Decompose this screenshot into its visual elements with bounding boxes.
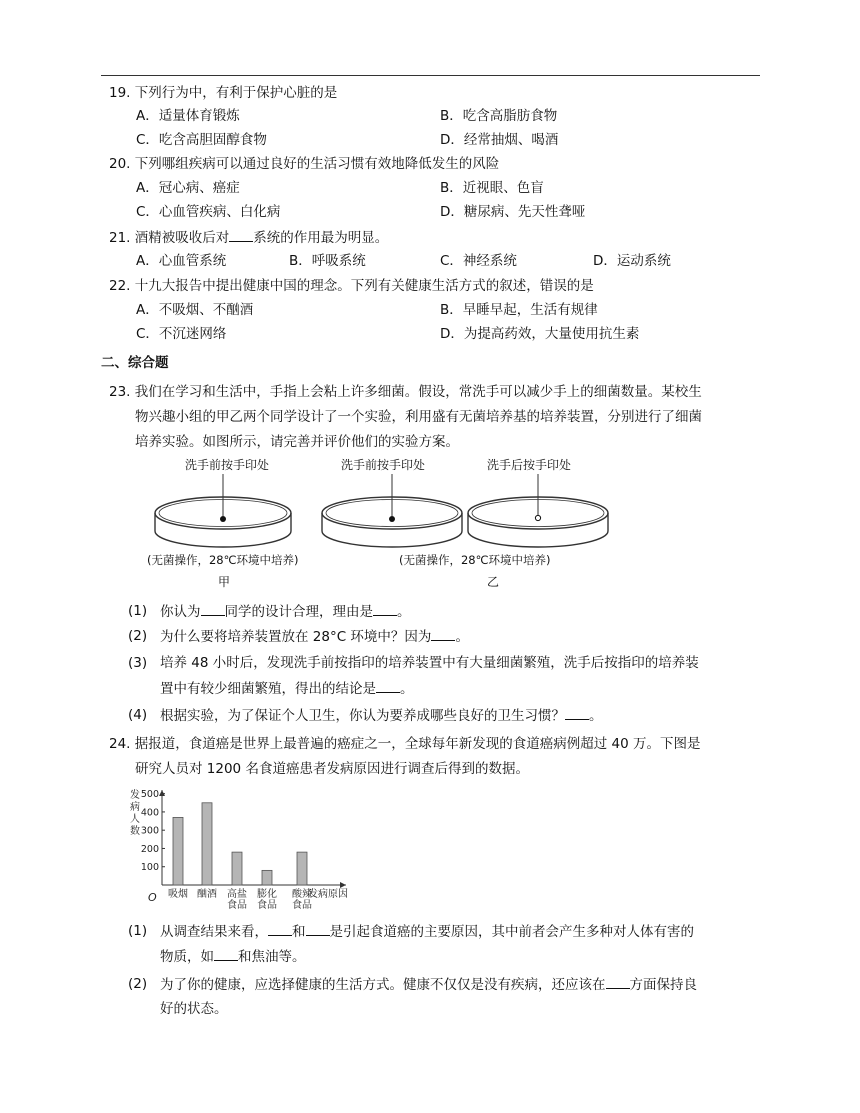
answer-blank[interactable] (606, 975, 630, 989)
answer-blank[interactable] (431, 627, 455, 641)
q24-s1-line2-pre: 物质，如 (160, 949, 214, 965)
q23-line3: 培养实验。如图所示，请完善并评价他们的实验方案。 (135, 434, 459, 450)
q24-sub1-line1 (160, 922, 694, 941)
answer-blank[interactable] (565, 706, 589, 720)
answer-blank[interactable] (268, 922, 292, 936)
q23-sub2-number: (2) (128, 628, 148, 644)
q19-option-d[interactable]: D．经常抽烟、喝酒 (440, 132, 559, 148)
bar-2 (202, 803, 212, 885)
q24-s1-mid2: 是引起食道癌的主要原因，其中前者会产生多种对人体有害的 (329, 924, 694, 940)
question-19-stem: 19. 下列行为中，有利于保护心脏的是 (109, 85, 338, 101)
y-axis-label: 人 (130, 814, 140, 825)
q24-sub2-line2: 好的状态。 (160, 1001, 228, 1017)
q23-s1-mid: 同学的设计合理，理由是 (224, 604, 373, 620)
answer-blank[interactable] (306, 922, 330, 936)
q23-s2-pre: 为什么要将培养装置放在 28°C 环境中？因为 (160, 629, 432, 645)
q24-sub2-number: (2) (128, 976, 148, 992)
q23-s1-pre: 你认为 (160, 604, 201, 620)
q22-option-d[interactable]: D．为提高药效，大量使用抗生素 (440, 326, 640, 342)
q21-option-a[interactable]: A．心血管系统 (136, 253, 227, 269)
q23-s3-pre: 置中有较少细菌繁殖，得出的结论是 (160, 681, 376, 697)
q24-sub1-number: (1) (128, 923, 148, 939)
category-label: 食品 (227, 900, 247, 911)
q23-s4-pre: 根据实验，为了保证个人卫生，你认为要养成哪些良好的卫生习惯？ (160, 708, 565, 724)
q24-line1: 24. 据报道，食道癌是世界上最普遍的癌症之一，全球每年新发现的食道癌病例超过 40 万。下图是 (109, 736, 701, 752)
label-after: 洗手后按手印处 (487, 458, 572, 472)
q19-option-b[interactable]: B．吃含高脂肪食物 (440, 108, 558, 124)
condition-label-1: (无菌操作，28℃环境中培养) (147, 553, 299, 567)
label-before-1: 洗手前按手印处 (185, 458, 270, 472)
category-label: 吸烟 (168, 889, 188, 900)
q23-sub1 (160, 602, 411, 621)
q23-line2: 物兴趣小组的甲乙两个同学设计了一个实验，利用盛有无菌培养基的培养装置，分别进行了细菌 (135, 409, 702, 425)
y-tick-label: 400 (140, 807, 159, 819)
answer-blank[interactable] (229, 228, 253, 242)
section-heading: 二、综合题 (101, 355, 169, 371)
fingerprint-dot-3 (535, 515, 540, 520)
answer-blank[interactable] (376, 679, 400, 693)
q24-s2-pre: 为了你的健康，应选择健康的生活方式。健康不仅仅是没有疾病，还应该在 (160, 977, 606, 993)
y-tick-label: 500 (140, 789, 159, 801)
y-axis-label: 发 (130, 790, 140, 801)
bar-4 (262, 870, 272, 885)
q20-option-d[interactable]: D．糖尿病、先天性聋哑 (440, 204, 586, 220)
y-axis-label: 病 (130, 802, 140, 813)
q23-sub2 (160, 627, 469, 646)
y-tick-label: 100 (140, 862, 159, 874)
y-tick-label: 200 (140, 843, 159, 855)
question-20-stem: 20. 下列哪组疾病可以通过良好的生活习惯有效地降低发生的风险 (109, 156, 500, 172)
category-label: 食品 (292, 900, 312, 911)
x-axis-label: 发病原因 (308, 889, 348, 900)
question-21-stem (109, 228, 388, 247)
q21-option-b[interactable]: B．呼吸系统 (289, 253, 366, 269)
label-before-2: 洗手前按手印处 (341, 458, 426, 472)
q23-sub3-number: (3) (128, 655, 148, 671)
label-yi: 乙 (487, 575, 500, 589)
q24-s2-post: 方面保持良 (629, 977, 697, 993)
q20-option-c[interactable]: C．心血管疾病、白化病 (136, 204, 281, 220)
answer-blank[interactable] (373, 602, 397, 616)
q22-option-a[interactable]: A．不吸烟、不酗酒 (136, 302, 254, 318)
q24-s1-mid1: 和 (292, 924, 306, 940)
q23-s3-post: 。 (400, 681, 414, 697)
origin-label: O (148, 891, 157, 904)
q22-option-b[interactable]: B．早睡早起，生活有规律 (440, 302, 598, 318)
q21-stem-post: 系统的作用最为明显。 (253, 230, 389, 246)
category-label: 酸辣 (292, 889, 312, 900)
q20-option-a[interactable]: A．冠心病、癌症 (136, 180, 240, 196)
question-22-stem: 22. 十九大报告中提出健康中国的理念。下列有关健康生活方式的叙述，错误的是 (109, 278, 594, 294)
answer-blank[interactable] (201, 602, 225, 616)
header-rule (101, 75, 760, 76)
q24-s1-line2-post: 和焦油等。 (238, 949, 306, 965)
y-tick-label: 300 (140, 825, 159, 837)
fingerprint-dot-1 (220, 516, 226, 522)
q21-option-c[interactable]: C．神经系统 (440, 253, 517, 269)
q22-option-c[interactable]: C．不沉迷网络 (136, 326, 227, 342)
q23-sub3-line2 (160, 679, 414, 698)
q21-stem-pre: 21. 酒精被吸收后对 (109, 230, 230, 246)
y-axis-label: 数 (130, 826, 140, 837)
q23-s1-post: 。 (397, 604, 411, 620)
bar-1 (173, 817, 183, 885)
q24-s1-pre: 从调查结果来看， (160, 924, 268, 940)
q23-sub4 (160, 706, 603, 725)
category-label: 膨化 (257, 889, 277, 900)
q20-option-b[interactable]: B．近视眼、色盲 (440, 180, 544, 196)
q24-sub2-line1 (160, 975, 697, 994)
x-axis-arrow (340, 882, 346, 888)
category-label: 酗酒 (197, 889, 217, 900)
q23-line1: 23. 我们在学习和生活中，手指上会粘上许多细菌。假设，常洗手可以减少手上的细菌数量。某校生 (109, 384, 702, 400)
q23-sub4-number: (4) (128, 707, 148, 723)
cause-bar-chart (120, 784, 380, 920)
q23-sub3-line1: 培养 48 小时后，发现洗手前按指印的培养装置中有大量细菌繁殖，洗手后按指印的培养装 (160, 655, 699, 671)
condition-label-2: (无菌操作，28℃环境中培养) (399, 553, 551, 567)
bar-5 (297, 852, 307, 885)
q23-s4-post: 。 (589, 708, 603, 724)
answer-blank[interactable] (214, 947, 238, 961)
q24-sub1-line2 (160, 947, 306, 966)
category-label: 食品 (257, 900, 277, 911)
q19-option-c[interactable]: C．吃含高胆固醇食物 (136, 132, 267, 148)
category-label: 高盐 (227, 889, 247, 900)
y-axis-arrow (159, 790, 165, 796)
q21-option-d[interactable]: D．运动系统 (593, 253, 671, 269)
q23-sub1-number: (1) (128, 603, 148, 619)
bar-3 (232, 852, 242, 885)
fingerprint-dot-2 (389, 516, 395, 522)
petri-dish-figure (145, 458, 625, 590)
q23-s2-post: 。 (455, 629, 469, 645)
q24-line2: 研究人员对 1200 名食道癌患者发病原因进行调查后得到的数据。 (135, 761, 529, 777)
label-jia: 甲 (218, 575, 231, 589)
q19-option-a[interactable]: A．适量体育锻炼 (136, 108, 240, 124)
